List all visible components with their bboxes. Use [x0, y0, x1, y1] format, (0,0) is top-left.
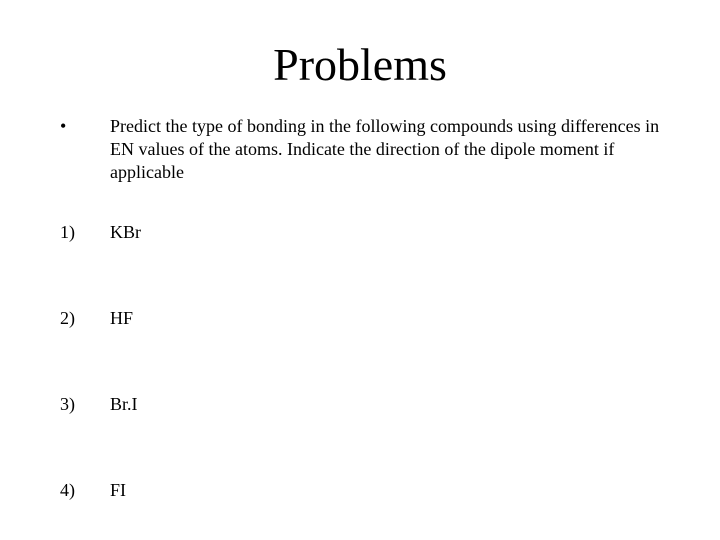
- compound-label: FI: [110, 480, 127, 500]
- slide-title: Problems: [273, 39, 447, 90]
- item-number: 2): [60, 308, 75, 328]
- compound-label: KBr: [110, 222, 141, 242]
- intro-text: Predict the type of bonding in the following compounds using differences in EN values of the atoms. Indicate the direction of the dipole moment if applicable: [110, 116, 660, 182]
- item-number: 1): [60, 222, 75, 242]
- compound-label: HF: [110, 308, 134, 328]
- item-number: 4): [60, 480, 75, 500]
- compound-label: Br.I: [110, 394, 138, 414]
- bullet-marker: •: [60, 116, 67, 136]
- item-number: 3): [60, 394, 75, 414]
